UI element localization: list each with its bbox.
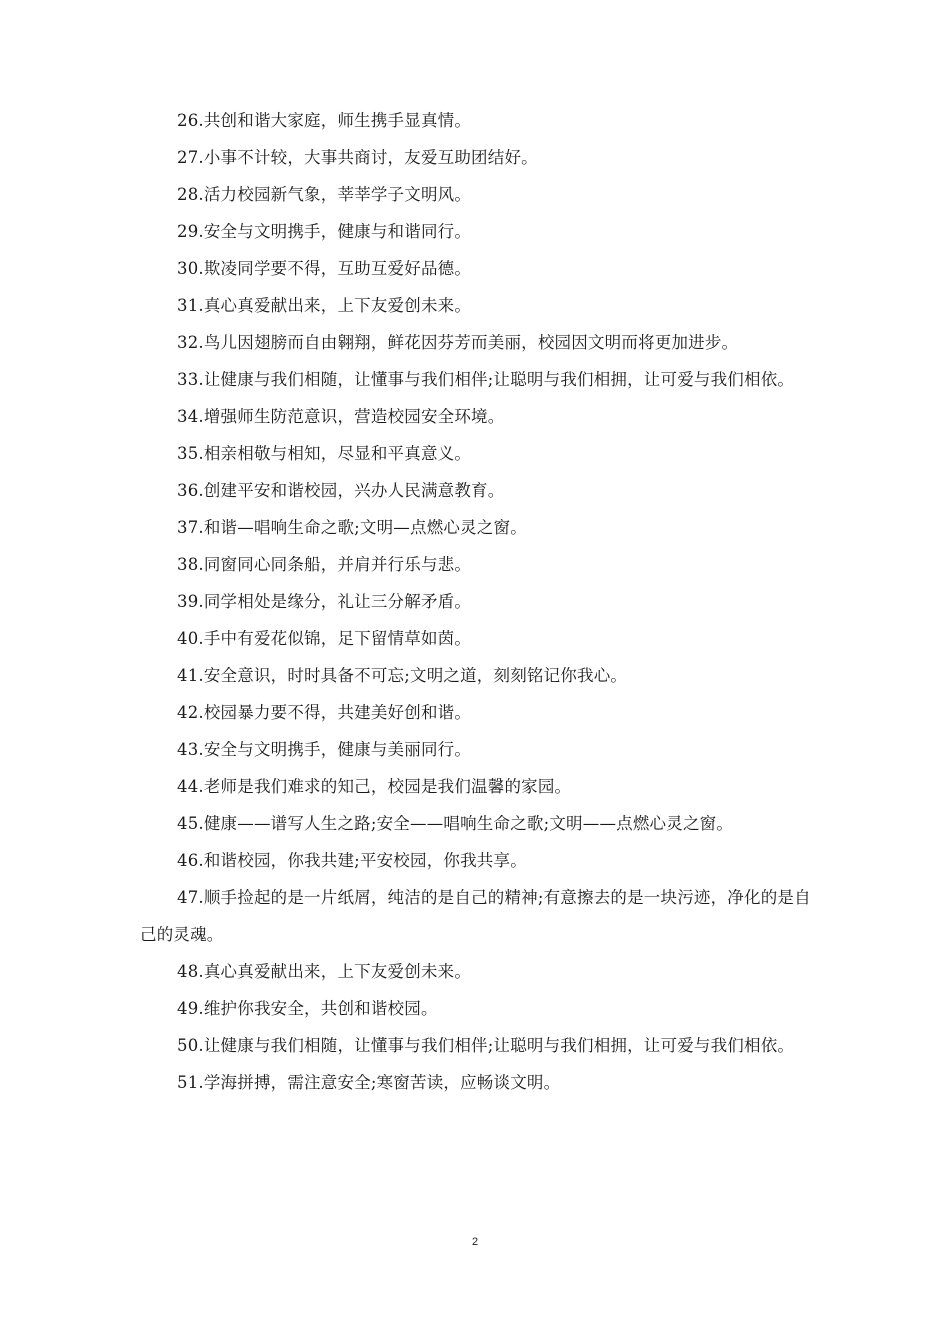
list-item: 35.相亲相敬与相知，尽显和平真意义。 (177, 444, 472, 463)
list-item: 45.健康——谱写人生之路;安全——唱响生命之歌;文明——点燃心灵之窗。 (177, 814, 734, 833)
list-item: 39.同学相处是缘分，礼让三分解矛盾。 (177, 592, 472, 611)
list-item: 28.活力校园新气象，莘莘学子文明风。 (177, 185, 472, 204)
list-item: 38.同窗同心同条船，并肩并行乐与悲。 (177, 555, 472, 574)
list-item: 34.增强师生防范意识，营造校园安全环境。 (177, 407, 505, 426)
list-item: 51.学海拼搏，需注意安全;寒窗苦读，应畅谈文明。 (177, 1073, 561, 1092)
list-item: 48.真心真爱献出来，上下友爱创未来。 (177, 962, 472, 981)
list-item: 32.鸟儿因翅膀而自由翱翔，鲜花因芬芳而美丽，校园因文明而将更加进步。 (177, 333, 739, 352)
slogan-list (140, 102, 820, 1101)
list-item: 41.安全意识，时时具备不可忘;文明之道，刻刻铭记你我心。 (177, 666, 628, 685)
list-item: 44.老师是我们难求的知己，校园是我们温馨的家园。 (177, 777, 572, 796)
list-item: 46.和谐校园，你我共建;平安校园，你我共享。 (177, 851, 527, 870)
list-item: 49.维护你我安全，共创和谐校园。 (177, 999, 438, 1018)
page-number: 2 (471, 1236, 479, 1248)
list-item: 47.顺手捡起的是一片纸屑，纯洁的是自己的精神;有意擦去的是一块污迹，净化的是自己的灵魂。 (140, 888, 811, 944)
list-item: 43.安全与文明携手，健康与美丽同行。 (177, 740, 472, 759)
list-item: 36.创建平安和谐校园，兴办人民满意教育。 (177, 481, 505, 500)
list-item: 29.安全与文明携手，健康与和谐同行。 (177, 222, 472, 241)
list-item: 31.真心真爱献出来，上下友爱创未来。 (177, 296, 472, 315)
list-item: 27.小事不计较，大事共商讨，友爱互助团结好。 (177, 148, 538, 167)
list-item: 40.手中有爱花似锦，足下留情草如茵。 (177, 629, 472, 648)
list-item: 42.校园暴力要不得，共建美好创和谐。 (177, 703, 472, 722)
list-item: 30.欺凌同学要不得，互助互爱好品德。 (177, 259, 472, 278)
list-item: 33.让健康与我们相随，让懂事与我们相伴;让聪明与我们相拥，让可爱与我们相依。 (177, 370, 795, 389)
list-item: 26.共创和谐大家庭，师生携手显真情。 (177, 111, 472, 130)
list-item: 50.让健康与我们相随，让懂事与我们相伴;让聪明与我们相拥，让可爱与我们相依。 (177, 1036, 795, 1055)
list-item: 37.和谐—唱响生命之歌;文明—点燃心灵之窗。 (177, 518, 527, 537)
